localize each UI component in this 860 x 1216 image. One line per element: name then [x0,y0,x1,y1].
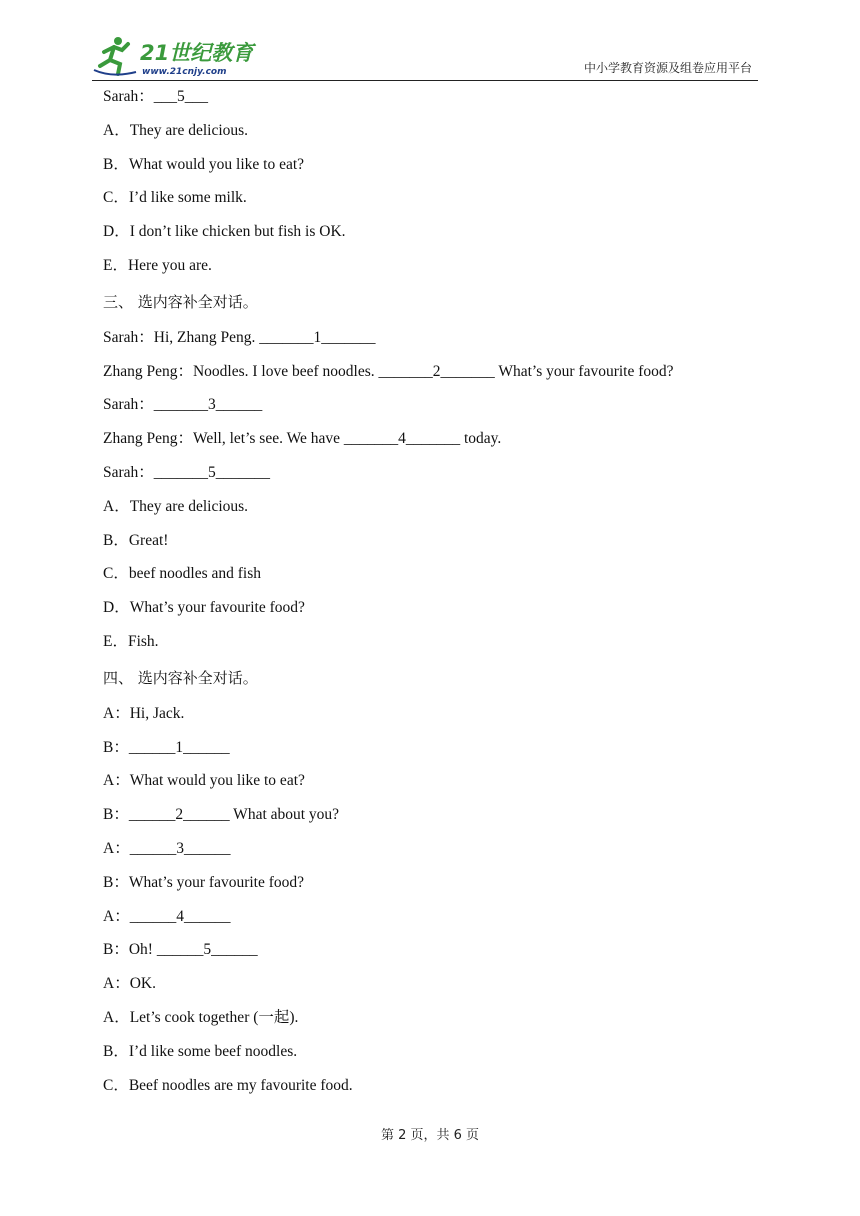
text-line: Sarah：_______3______ [103,396,263,414]
text-line: A．Let’s cook together (一起). [103,1008,299,1026]
text-line: A．They are delicious. [103,121,249,139]
text-line: E．Fish. [103,632,159,650]
page-number: 第 2 页，共 6 页 [380,1128,480,1143]
text-line: Sarah：___5___ [103,88,209,105]
text-line: A：Hi, Jack. [103,704,185,722]
header-tagline: 中小学教育资源及组卷应用平台 [583,61,752,75]
text-line: A：What would you like to eat? [103,772,305,790]
text-line: Sarah：_______5_______ [103,463,271,481]
text-line: Sarah：Hi, Zhang Peng. _______1_______ [103,328,376,346]
text-line: Zhang Peng：Well, let’s see. We have _______4_______ today. [103,430,502,448]
text-line: A：______3______ [103,839,231,857]
text-line: B．What would you like to eat? [103,155,305,173]
section-heading: 四、 选内容补全对话。 [103,668,258,687]
runner-logo-icon [92,34,267,78]
text-line: B：What’s your favourite food? [103,873,305,891]
document-body [103,80,803,1102]
text-line: A：______4______ [103,907,231,925]
logo-text: 21世纪教育 [140,41,254,65]
section-heading: 三、 选内容补全对话。 [103,292,258,311]
text-line: B：Oh! ______5______ [103,941,258,959]
text-line: E．Here you are. [103,256,212,274]
text-line: B．Great! [103,531,169,549]
text-line: Zhang Peng：Noodles. I love beef noodles. _______2_______ What’s your favourite food? [103,362,674,380]
logo-url: www.21cnjy.com [142,67,227,77]
text-line: A．They are delicious. [103,497,249,515]
text-line: A：OK. [103,975,156,993]
page-header [92,30,758,81]
text-line: C．I’d like some milk. [103,189,247,207]
text-line: D．I don’t like chicken but fish is OK. [103,223,346,241]
text-line: D．What’s your favourite food? [103,599,305,617]
text-line: C．beef noodles and fish [103,565,261,583]
text-line: B：______1______ [103,738,230,756]
logo [92,34,267,78]
text-line: B：______2______ What about you? [103,806,340,824]
text-line: C．Beef noodles are my favourite food. [103,1076,353,1094]
text-line: B．I’d like some beef noodles. [103,1042,298,1060]
